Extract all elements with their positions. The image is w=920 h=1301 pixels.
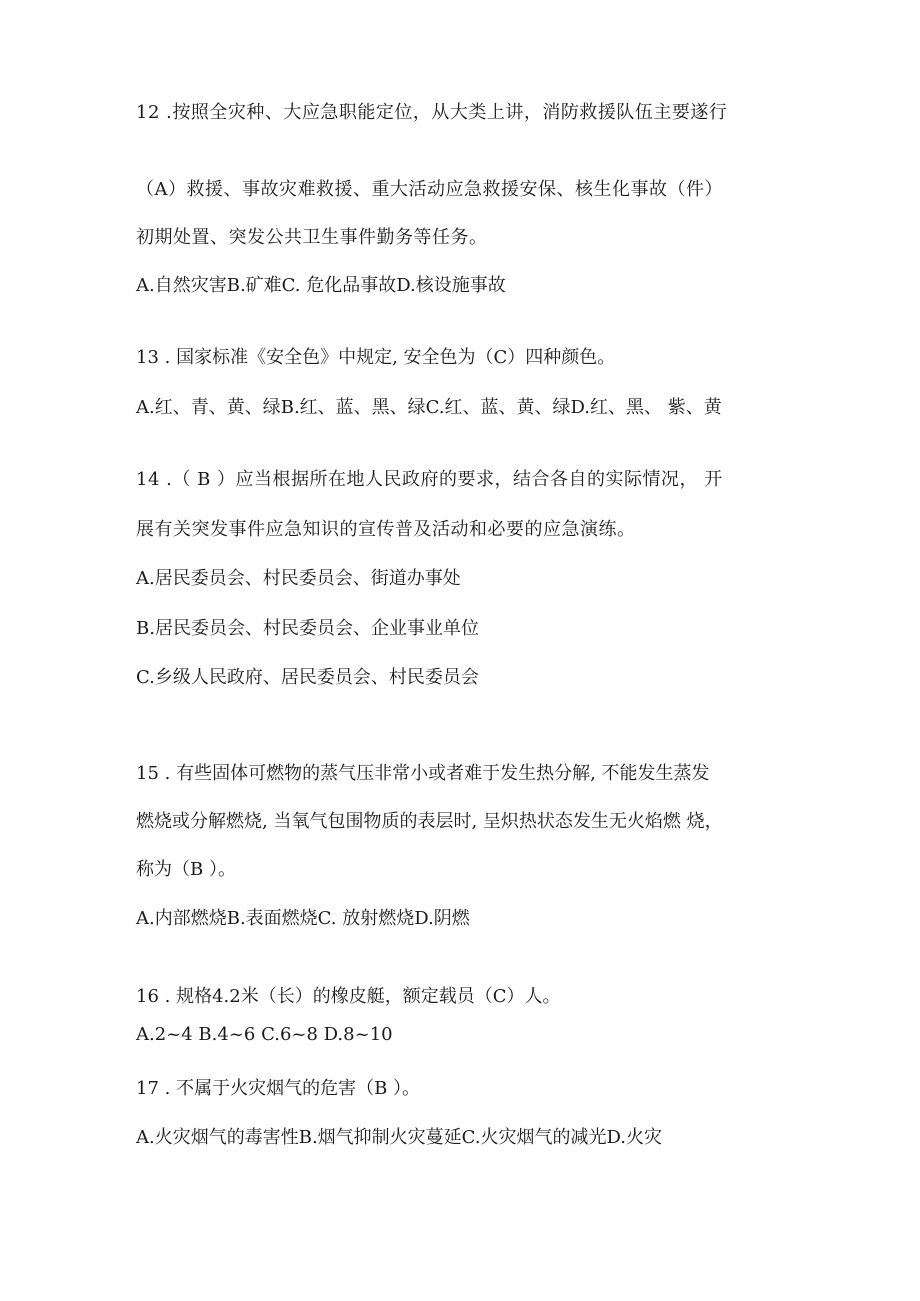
question-16-stem: 16 . 规格4.2米（长）的橡皮艇，额定载员（C）人。 [136, 986, 561, 1007]
question-15-options: A.内部燃烧B.表面燃烧C. 放射燃烧D.阴燃 [136, 908, 470, 929]
question-14-stem-line-1: 14 .（ B ）应当根据所在地人民政府的要求，结合各自的实际情况， 开 [136, 469, 723, 490]
question-14-option-b: B.居民委员会、村民委员会、企业事业单位 [136, 618, 479, 639]
question-14-option-a: A.居民委员会、村民委员会、街道办事处 [136, 568, 461, 589]
question-12-options: A.自然灾害B.矿难C. 危化品事故D.核设施事故 [136, 275, 506, 296]
question-17-options: A.火灾烟气的毒害性B.烟气抑制火灾蔓延C.火灾烟气的减光D.火灾 [136, 1127, 663, 1148]
question-14-stem-line-2: 展有关突发事件应急知识的宣传普及活动和必要的应急演练。 [136, 519, 636, 540]
question-15-stem-line-2: 燃烧或分解燃烧, 当氧气包围物质的表层时, 呈炽热状态发生无火焰燃 烧， [136, 811, 723, 832]
question-13-options: A.红、青、黄、绿B.红、蓝、黑、绿C.红、蓝、黄、绿D.红、黑、 紫、黄 [136, 397, 722, 418]
question-16-options: A.2~4 B.4~6 C.6~8 D.8~10 [136, 1024, 393, 1045]
question-15-stem-line-1: 15 . 有些固体可燃物的蒸气压非常小或者难于发生热分解, 不能发生蒸发 [136, 763, 710, 784]
question-14-option-c: C.乡级人民政府、居民委员会、村民委员会 [136, 667, 479, 688]
question-12-stem-line-1: 12 .按照全灾种、大应急职能定位，从大类上讲，消防救援队伍主要遂行 [136, 102, 728, 123]
question-12-stem-line-3: 初期处置、突发公共卫生事件勤务等任务。 [136, 227, 488, 248]
question-12-stem-line-2: （A）救援、事故灾难救援、重大活动应急救援安保、核生化事故（件） [136, 179, 723, 200]
question-15-stem-line-3: 称为（B ）。 [136, 859, 236, 880]
question-13-stem: 13 . 国家标准《安全色》中规定, 安全色为（C）四种颜色。 [136, 347, 616, 368]
question-17-stem: 17 . 不属于火灾烟气的危害（B ）。 [136, 1078, 421, 1099]
